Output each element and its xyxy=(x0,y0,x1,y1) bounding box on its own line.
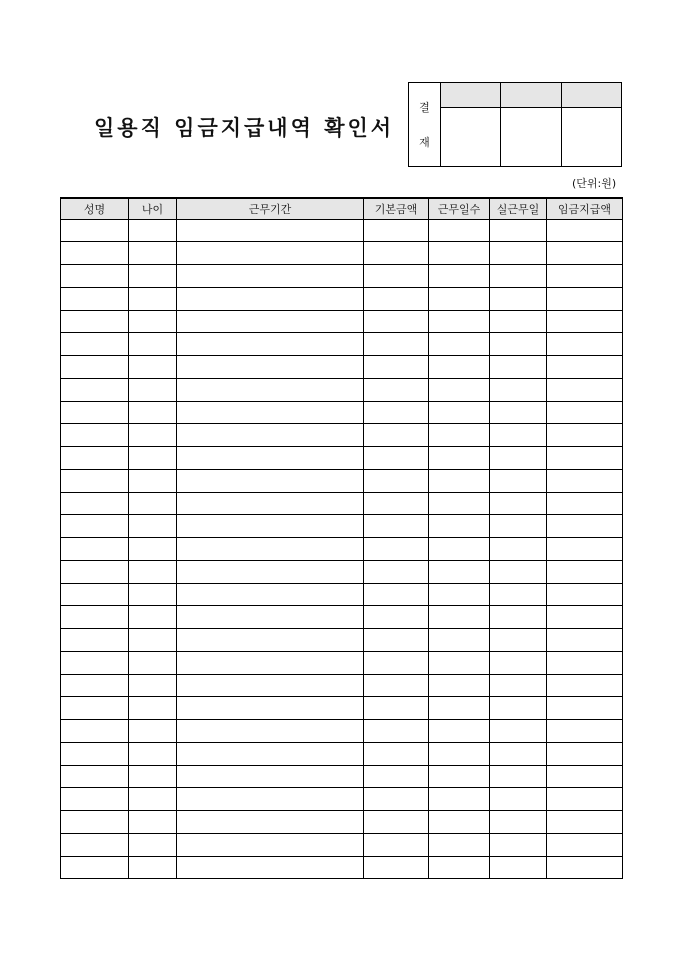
wage-paid-cell[interactable] xyxy=(547,629,623,652)
table-row xyxy=(61,583,623,606)
name-cell[interactable] xyxy=(61,378,129,401)
wage-paid-cell[interactable] xyxy=(547,811,623,834)
wage-paid-cell[interactable] xyxy=(547,515,623,538)
age-cell[interactable] xyxy=(129,287,177,310)
actual-work-days-cell[interactable] xyxy=(490,674,547,697)
actual-work-days-cell[interactable] xyxy=(490,265,547,288)
actual-work-days-cell[interactable] xyxy=(490,447,547,470)
table-row xyxy=(61,856,623,879)
work-period-cell[interactable] xyxy=(177,492,364,515)
table-row xyxy=(61,447,623,470)
wage-paid-cell[interactable] xyxy=(547,242,623,265)
work-period-cell[interactable] xyxy=(177,651,364,674)
work-period-cell[interactable] xyxy=(177,788,364,811)
base-amount-cell[interactable] xyxy=(364,378,429,401)
actual-work-days-cell[interactable] xyxy=(490,378,547,401)
name-cell[interactable] xyxy=(61,265,129,288)
approval-signer-header-3 xyxy=(562,83,621,108)
age-cell[interactable] xyxy=(129,629,177,652)
header-actual-work-days: 실근무일 xyxy=(490,198,547,219)
base-amount-cell[interactable] xyxy=(364,629,429,652)
work-days-cell[interactable] xyxy=(429,651,490,674)
age-cell[interactable] xyxy=(129,697,177,720)
wage-paid-cell[interactable] xyxy=(547,424,623,447)
age-cell[interactable] xyxy=(129,560,177,583)
wage-paid-cell[interactable] xyxy=(547,788,623,811)
age-cell[interactable] xyxy=(129,219,177,242)
base-amount-cell[interactable] xyxy=(364,606,429,629)
actual-work-days-cell[interactable] xyxy=(490,356,547,379)
work-period-cell[interactable] xyxy=(177,378,364,401)
name-cell[interactable] xyxy=(61,742,129,765)
table-row xyxy=(61,515,623,538)
age-cell[interactable] xyxy=(129,674,177,697)
work-days-cell[interactable] xyxy=(429,515,490,538)
table-row xyxy=(61,242,623,265)
approval-sign-cell-1[interactable] xyxy=(441,108,501,166)
approval-box xyxy=(408,82,622,167)
base-amount-cell[interactable] xyxy=(364,310,429,333)
work-days-cell[interactable] xyxy=(429,242,490,265)
work-period-cell[interactable] xyxy=(177,765,364,788)
actual-work-days-cell[interactable] xyxy=(490,856,547,879)
base-amount-cell[interactable] xyxy=(364,765,429,788)
work-period-cell[interactable] xyxy=(177,469,364,492)
table-row xyxy=(61,629,623,652)
base-amount-cell[interactable] xyxy=(364,401,429,424)
table-row xyxy=(61,811,623,834)
table-row xyxy=(61,356,623,379)
actual-work-days-cell[interactable] xyxy=(490,219,547,242)
actual-work-days-cell[interactable] xyxy=(490,651,547,674)
work-period-cell[interactable] xyxy=(177,242,364,265)
name-cell[interactable] xyxy=(61,720,129,743)
header-wage-paid: 임금지급액 xyxy=(547,198,623,219)
work-days-cell[interactable] xyxy=(429,788,490,811)
age-cell[interactable] xyxy=(129,538,177,561)
work-period-cell[interactable] xyxy=(177,742,364,765)
age-cell[interactable] xyxy=(129,265,177,288)
wage-paid-cell[interactable] xyxy=(547,560,623,583)
work-days-cell[interactable] xyxy=(429,856,490,879)
age-cell[interactable] xyxy=(129,742,177,765)
base-amount-cell[interactable] xyxy=(364,697,429,720)
name-cell[interactable] xyxy=(61,833,129,856)
wage-paid-cell[interactable] xyxy=(547,674,623,697)
table-row xyxy=(61,788,623,811)
age-cell[interactable] xyxy=(129,856,177,879)
approval-label-bottom: 재 xyxy=(419,136,430,150)
approval-signer-header-1 xyxy=(441,83,501,108)
work-period-cell[interactable] xyxy=(177,333,364,356)
age-cell[interactable] xyxy=(129,583,177,606)
table-row xyxy=(61,720,623,743)
wage-paid-cell[interactable] xyxy=(547,833,623,856)
wage-paid-cell[interactable] xyxy=(547,265,623,288)
table-row xyxy=(61,697,623,720)
work-days-cell[interactable] xyxy=(429,674,490,697)
work-days-cell[interactable] xyxy=(429,265,490,288)
work-days-cell[interactable] xyxy=(429,560,490,583)
work-period-cell[interactable] xyxy=(177,856,364,879)
base-amount-cell[interactable] xyxy=(364,333,429,356)
base-amount-cell[interactable] xyxy=(364,651,429,674)
wage-paid-cell[interactable] xyxy=(547,219,623,242)
base-amount-cell[interactable] xyxy=(364,833,429,856)
actual-work-days-cell[interactable] xyxy=(490,697,547,720)
table-row xyxy=(61,742,623,765)
table-row xyxy=(61,606,623,629)
header-work-period: 근무기간 xyxy=(177,198,364,219)
actual-work-days-cell[interactable] xyxy=(490,811,547,834)
base-amount-cell[interactable] xyxy=(364,788,429,811)
work-days-cell[interactable] xyxy=(429,583,490,606)
name-cell[interactable] xyxy=(61,538,129,561)
actual-work-days-cell[interactable] xyxy=(490,538,547,561)
name-cell[interactable] xyxy=(61,242,129,265)
table-row xyxy=(61,651,623,674)
name-cell[interactable] xyxy=(61,651,129,674)
name-cell[interactable] xyxy=(61,583,129,606)
age-cell[interactable] xyxy=(129,333,177,356)
table-row xyxy=(61,310,623,333)
wage-paid-cell[interactable] xyxy=(547,765,623,788)
actual-work-days-cell[interactable] xyxy=(490,742,547,765)
name-cell[interactable] xyxy=(61,674,129,697)
base-amount-cell[interactable] xyxy=(364,219,429,242)
wage-paid-cell[interactable] xyxy=(547,447,623,470)
name-cell[interactable] xyxy=(61,492,129,515)
table-row xyxy=(61,424,623,447)
age-cell[interactable] xyxy=(129,651,177,674)
base-amount-cell[interactable] xyxy=(364,287,429,310)
wage-paid-cell[interactable] xyxy=(547,720,623,743)
wage-paid-cell[interactable] xyxy=(547,378,623,401)
age-cell[interactable] xyxy=(129,720,177,743)
approval-label xyxy=(409,83,441,166)
wage-paid-cell[interactable] xyxy=(547,651,623,674)
work-period-cell[interactable] xyxy=(177,356,364,379)
name-cell[interactable] xyxy=(61,356,129,379)
base-amount-cell[interactable] xyxy=(364,265,429,288)
age-cell[interactable] xyxy=(129,606,177,629)
name-cell[interactable] xyxy=(61,697,129,720)
wage-paid-cell[interactable] xyxy=(547,492,623,515)
actual-work-days-cell[interactable] xyxy=(490,424,547,447)
table-header-row xyxy=(61,198,623,219)
base-amount-cell[interactable] xyxy=(364,492,429,515)
work-days-cell[interactable] xyxy=(429,765,490,788)
actual-work-days-cell[interactable] xyxy=(490,469,547,492)
work-days-cell[interactable] xyxy=(429,447,490,470)
work-period-cell[interactable] xyxy=(177,515,364,538)
header-base-amount: 기본금액 xyxy=(364,198,429,219)
actual-work-days-cell[interactable] xyxy=(490,788,547,811)
wage-paid-cell[interactable] xyxy=(547,856,623,879)
work-days-cell[interactable] xyxy=(429,401,490,424)
work-days-cell[interactable] xyxy=(429,538,490,561)
actual-work-days-cell[interactable] xyxy=(490,310,547,333)
wage-paid-cell[interactable] xyxy=(547,333,623,356)
work-period-cell[interactable] xyxy=(177,833,364,856)
name-cell[interactable] xyxy=(61,629,129,652)
wage-paid-cell[interactable] xyxy=(547,287,623,310)
table-row xyxy=(61,765,623,788)
work-period-cell[interactable] xyxy=(177,629,364,652)
age-cell[interactable] xyxy=(129,378,177,401)
approval-sign-cell-3[interactable] xyxy=(562,108,621,166)
work-days-cell[interactable] xyxy=(429,720,490,743)
work-period-cell[interactable] xyxy=(177,265,364,288)
name-cell[interactable] xyxy=(61,219,129,242)
name-cell[interactable] xyxy=(61,287,129,310)
work-days-cell[interactable] xyxy=(429,424,490,447)
approval-sign-cell-2[interactable] xyxy=(501,108,562,166)
table-row xyxy=(61,469,623,492)
age-cell[interactable] xyxy=(129,788,177,811)
table-row xyxy=(61,401,623,424)
wage-paid-cell[interactable] xyxy=(547,538,623,561)
actual-work-days-cell[interactable] xyxy=(490,401,547,424)
document-title: 일용직 임금지급내역 확인서 xyxy=(94,115,395,140)
header-name: 성명 xyxy=(61,198,129,219)
base-amount-cell[interactable] xyxy=(364,583,429,606)
table-row xyxy=(61,287,623,310)
header-work-days: 근무일수 xyxy=(429,198,490,219)
wage-paid-cell[interactable] xyxy=(547,356,623,379)
work-period-cell[interactable] xyxy=(177,538,364,561)
actual-work-days-cell[interactable] xyxy=(490,287,547,310)
base-amount-cell[interactable] xyxy=(364,811,429,834)
base-amount-cell[interactable] xyxy=(364,242,429,265)
table-row xyxy=(61,560,623,583)
work-days-cell[interactable] xyxy=(429,742,490,765)
base-amount-cell[interactable] xyxy=(364,560,429,583)
base-amount-cell[interactable] xyxy=(364,674,429,697)
table-row xyxy=(61,333,623,356)
work-period-cell[interactable] xyxy=(177,424,364,447)
base-amount-cell[interactable] xyxy=(364,515,429,538)
work-period-cell[interactable] xyxy=(177,310,364,333)
work-period-cell[interactable] xyxy=(177,401,364,424)
actual-work-days-cell[interactable] xyxy=(490,833,547,856)
actual-work-days-cell[interactable] xyxy=(490,333,547,356)
table-row xyxy=(61,265,623,288)
actual-work-days-cell[interactable] xyxy=(490,765,547,788)
wage-paid-cell[interactable] xyxy=(547,583,623,606)
work-period-cell[interactable] xyxy=(177,447,364,470)
table-row xyxy=(61,833,623,856)
actual-work-days-cell[interactable] xyxy=(490,629,547,652)
actual-work-days-cell[interactable] xyxy=(490,560,547,583)
age-cell[interactable] xyxy=(129,515,177,538)
wage-paid-cell[interactable] xyxy=(547,469,623,492)
table-row xyxy=(61,492,623,515)
work-days-cell[interactable] xyxy=(429,287,490,310)
work-period-cell[interactable] xyxy=(177,720,364,743)
actual-work-days-cell[interactable] xyxy=(490,583,547,606)
age-cell[interactable] xyxy=(129,492,177,515)
wage-paid-cell[interactable] xyxy=(547,742,623,765)
unit-note: (단위:원) xyxy=(572,177,617,190)
base-amount-cell[interactable] xyxy=(364,469,429,492)
work-days-cell[interactable] xyxy=(429,469,490,492)
table-row xyxy=(61,219,623,242)
age-cell[interactable] xyxy=(129,447,177,470)
age-cell[interactable] xyxy=(129,310,177,333)
work-days-cell[interactable] xyxy=(429,378,490,401)
work-days-cell[interactable] xyxy=(429,833,490,856)
base-amount-cell[interactable] xyxy=(364,356,429,379)
work-period-cell[interactable] xyxy=(177,674,364,697)
work-days-cell[interactable] xyxy=(429,811,490,834)
work-days-cell[interactable] xyxy=(429,697,490,720)
base-amount-cell[interactable] xyxy=(364,424,429,447)
name-cell[interactable] xyxy=(61,811,129,834)
actual-work-days-cell[interactable] xyxy=(490,515,547,538)
work-period-cell[interactable] xyxy=(177,560,364,583)
name-cell[interactable] xyxy=(61,856,129,879)
approval-signer-header-2 xyxy=(501,83,562,108)
wage-paid-cell[interactable] xyxy=(547,310,623,333)
base-amount-cell[interactable] xyxy=(364,447,429,470)
actual-work-days-cell[interactable] xyxy=(490,606,547,629)
base-amount-cell[interactable] xyxy=(364,742,429,765)
age-cell[interactable] xyxy=(129,765,177,788)
base-amount-cell[interactable] xyxy=(364,856,429,879)
actual-work-days-cell[interactable] xyxy=(490,242,547,265)
work-period-cell[interactable] xyxy=(177,811,364,834)
name-cell[interactable] xyxy=(61,310,129,333)
name-cell[interactable] xyxy=(61,333,129,356)
wage-table xyxy=(60,197,623,879)
work-days-cell[interactable] xyxy=(429,492,490,515)
name-cell[interactable] xyxy=(61,469,129,492)
work-period-cell[interactable] xyxy=(177,606,364,629)
age-cell[interactable] xyxy=(129,242,177,265)
name-cell[interactable] xyxy=(61,606,129,629)
work-period-cell[interactable] xyxy=(177,583,364,606)
name-cell[interactable] xyxy=(61,401,129,424)
work-days-cell[interactable] xyxy=(429,356,490,379)
name-cell[interactable] xyxy=(61,788,129,811)
actual-work-days-cell[interactable] xyxy=(490,720,547,743)
work-days-cell[interactable] xyxy=(429,310,490,333)
wage-paid-cell[interactable] xyxy=(547,401,623,424)
name-cell[interactable] xyxy=(61,765,129,788)
name-cell[interactable] xyxy=(61,424,129,447)
work-period-cell[interactable] xyxy=(177,697,364,720)
wage-paid-cell[interactable] xyxy=(547,697,623,720)
actual-work-days-cell[interactable] xyxy=(490,492,547,515)
base-amount-cell[interactable] xyxy=(364,538,429,561)
wage-paid-cell[interactable] xyxy=(547,606,623,629)
name-cell[interactable] xyxy=(61,447,129,470)
table-row xyxy=(61,674,623,697)
work-days-cell[interactable] xyxy=(429,219,490,242)
name-cell[interactable] xyxy=(61,560,129,583)
table-row xyxy=(61,378,623,401)
age-cell[interactable] xyxy=(129,469,177,492)
age-cell[interactable] xyxy=(129,356,177,379)
age-cell[interactable] xyxy=(129,401,177,424)
age-cell[interactable] xyxy=(129,833,177,856)
work-period-cell[interactable] xyxy=(177,219,364,242)
name-cell[interactable] xyxy=(61,515,129,538)
work-days-cell[interactable] xyxy=(429,606,490,629)
approval-label-top: 결 xyxy=(419,100,430,114)
work-days-cell[interactable] xyxy=(429,629,490,652)
work-period-cell[interactable] xyxy=(177,287,364,310)
base-amount-cell[interactable] xyxy=(364,720,429,743)
table-row xyxy=(61,538,623,561)
age-cell[interactable] xyxy=(129,811,177,834)
header-age: 나이 xyxy=(129,198,177,219)
work-days-cell[interactable] xyxy=(429,333,490,356)
age-cell[interactable] xyxy=(129,424,177,447)
